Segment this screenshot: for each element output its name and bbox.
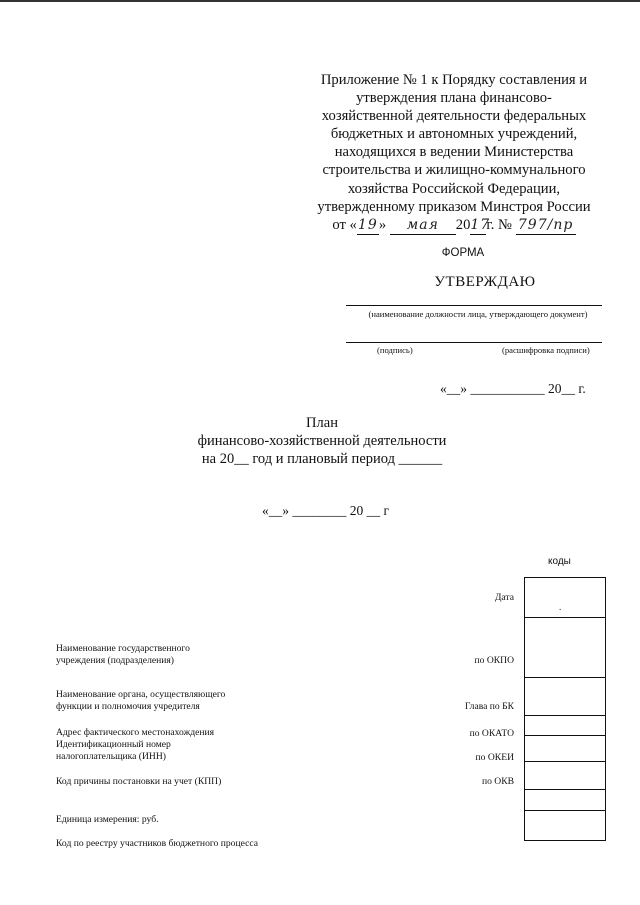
label-inn-line-2: налогоплательщика (ИНН) xyxy=(56,750,166,762)
annex-line-8: утвержденному приказом Минстроя России xyxy=(317,198,591,215)
label-okato: по ОКАТО xyxy=(469,728,514,739)
label-authority-line-1: Наименование органа, осуществляющего xyxy=(56,689,226,700)
label-okei: по ОКЕИ xyxy=(475,752,514,763)
plan-title xyxy=(190,414,454,468)
plan-title-line-2: финансово-хозяйственной деятельности xyxy=(197,433,447,449)
label-authority-line-2: функции и полномочия учредителя xyxy=(56,700,200,712)
label-date: Дата xyxy=(494,592,514,603)
codes-header: коды xyxy=(548,556,571,567)
annex-line-1: Приложение № 1 к Порядку составления и xyxy=(320,72,588,88)
label-okv: по ОКВ xyxy=(481,776,514,787)
label-glava: Глава по БК xyxy=(464,701,514,712)
label-institution-line-1: Наименование государственного xyxy=(56,643,190,654)
signature-caption: (подпись) xyxy=(377,345,413,355)
label-institution-line-2: учреждения (подразделения) xyxy=(56,654,174,666)
code-cell-date xyxy=(525,578,605,618)
annex-line-4: бюджетных и автономных учреждений, xyxy=(330,126,578,143)
codes-table xyxy=(524,577,606,841)
label-address: Адрес фактического местонахождения xyxy=(56,727,215,738)
position-caption: (наименование должности лица, утверждающего документ) xyxy=(368,309,588,319)
order-number: 797/пр xyxy=(516,216,576,235)
order-year-suffix: г. № xyxy=(486,216,512,233)
plan-date: «__» ________ 20 __ г xyxy=(262,503,390,518)
code-cell-okei xyxy=(525,762,605,790)
signature-line xyxy=(346,342,602,343)
label-kpp: Код причины постановки на учет (КПП) xyxy=(56,776,222,787)
annex-header xyxy=(300,71,608,235)
annex-line-7: хозяйства Российской Федерации, xyxy=(347,180,561,197)
annex-line-5: находящихся в ведении Министерства xyxy=(334,144,574,161)
approve-date: «__» ___________ 20__ г. xyxy=(440,381,586,396)
label-authority xyxy=(56,689,225,712)
code-cell-mark: . xyxy=(559,602,562,612)
label-registry: Код по реестру участников бюджетного процесса xyxy=(56,838,259,849)
label-inn xyxy=(56,739,171,762)
order-prefix: от « xyxy=(332,216,357,233)
code-cell-last xyxy=(525,811,605,840)
label-unit: Единица измерения: руб. xyxy=(56,814,159,825)
annex-line-6: строительства и жилищно-коммунального xyxy=(322,162,586,179)
code-cell-glava xyxy=(525,716,605,736)
order-year-prefix: 20 xyxy=(455,216,471,233)
annex-line-2: утверждения плана финансово- xyxy=(356,90,552,107)
code-cell-blank xyxy=(525,678,605,716)
order-year: 17 xyxy=(470,216,486,235)
form-label: ФОРМА xyxy=(441,247,485,259)
order-month: мая xyxy=(390,216,456,235)
annex-line-3: хозяйственной деятельности федеральных xyxy=(321,108,587,125)
code-cell-okv xyxy=(525,790,605,811)
code-cell-okpo xyxy=(525,618,605,678)
order-mid: » xyxy=(378,216,387,233)
page-top-border xyxy=(0,0,640,2)
label-inn-line-1: Идентификационный номер xyxy=(56,739,171,750)
code-cell-okato xyxy=(525,736,605,762)
order-details xyxy=(300,216,608,235)
order-day: 19 xyxy=(357,216,379,235)
plan-title-line-3: на 20__ год и плановый период ______ xyxy=(201,451,443,467)
plan-title-line-1: План xyxy=(306,415,338,431)
approve-title: УТВЕРЖДАЮ xyxy=(434,274,536,290)
label-institution xyxy=(56,643,190,666)
label-okpo: по ОКПО xyxy=(474,655,514,666)
signature-decode-caption: (расшифровка подписи) xyxy=(502,345,590,355)
position-line xyxy=(346,305,602,306)
